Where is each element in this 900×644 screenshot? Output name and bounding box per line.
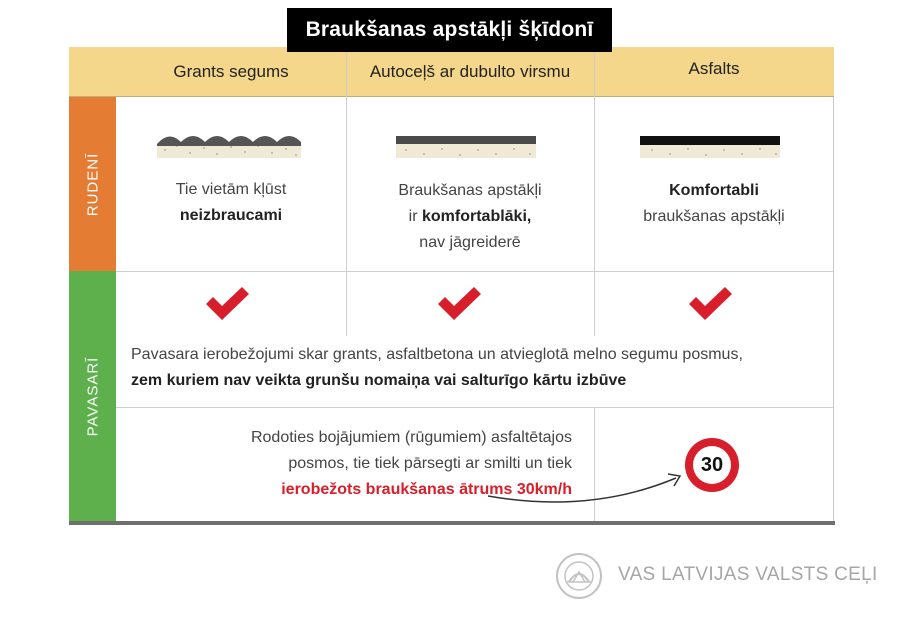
logo-text: VAS LATVIJAS VALSTS CEĻI [618,564,878,585]
grid-line [116,271,834,272]
speed-limit-value: 30 [693,446,731,484]
asphalt-surface-icon [640,136,780,160]
column-header-double-surface: Autoceļš ar dubulto virsmu [369,62,571,81]
autumn-asphalt-text [594,178,834,230]
autumn-asphalt-line2: braukšanas apstākļi [643,208,785,225]
autumn-double-line2-bold: komfortablāki, [421,208,532,225]
spring-damage-line3: ierobežots braukšanas ātrums 30km/h [281,481,572,498]
autumn-double-line3: nav jāgreiderē [419,234,521,251]
speed-limit-sign-icon [685,438,739,492]
autumn-gravel-text [116,177,346,229]
column-header-gravel: Grants segums [173,62,289,81]
row-label-autumn [69,97,116,271]
grid-line [116,407,834,408]
spring-restriction-line1: Pavasara ierobežojumi skar grants, asfaltbetona un atvieglotā melno segumu posmus, [131,346,743,363]
page-title: Braukšanas apstākļi šķīdonī [287,8,612,52]
gravel-surface-icon [157,128,301,160]
row-label-spring [69,271,116,522]
autumn-gravel-line1: Tie vietām kļūst [175,181,287,198]
arrow-icon [480,470,690,510]
spring-damage-line2: posmos, tie tiek pārsegti ar smilti un tiek [288,455,572,472]
autumn-gravel-line2: neizbraucami [179,207,283,224]
logo-emblem-icon [555,552,603,600]
column-header-asphalt: Asfalts [688,59,740,78]
check-icon [204,287,250,321]
autumn-asphalt-line1: Komfortabli [669,182,759,199]
check-icon [687,287,733,321]
table-bottom-bar [69,521,835,525]
spring-restriction-line2: zem kuriem nav veikta grunšu nomaiņa vai salturīgo kārtu izbūve [131,372,627,389]
spring-damage-line1: Rodoties bojājumiem (rūgumiem) asfaltētajos [250,429,572,446]
autumn-double-line2-pre: ir [408,208,422,225]
double-surface-road-icon [396,136,536,160]
autumn-double-line1: Braukšanas apstākļi [398,182,542,199]
row-label-spring-text: PAVASARĪ [84,356,102,437]
autumn-double-text [346,178,594,256]
spring-restriction-block [120,336,830,398]
check-icon [436,287,482,321]
row-label-autumn-text: RUDENĪ [84,152,102,216]
